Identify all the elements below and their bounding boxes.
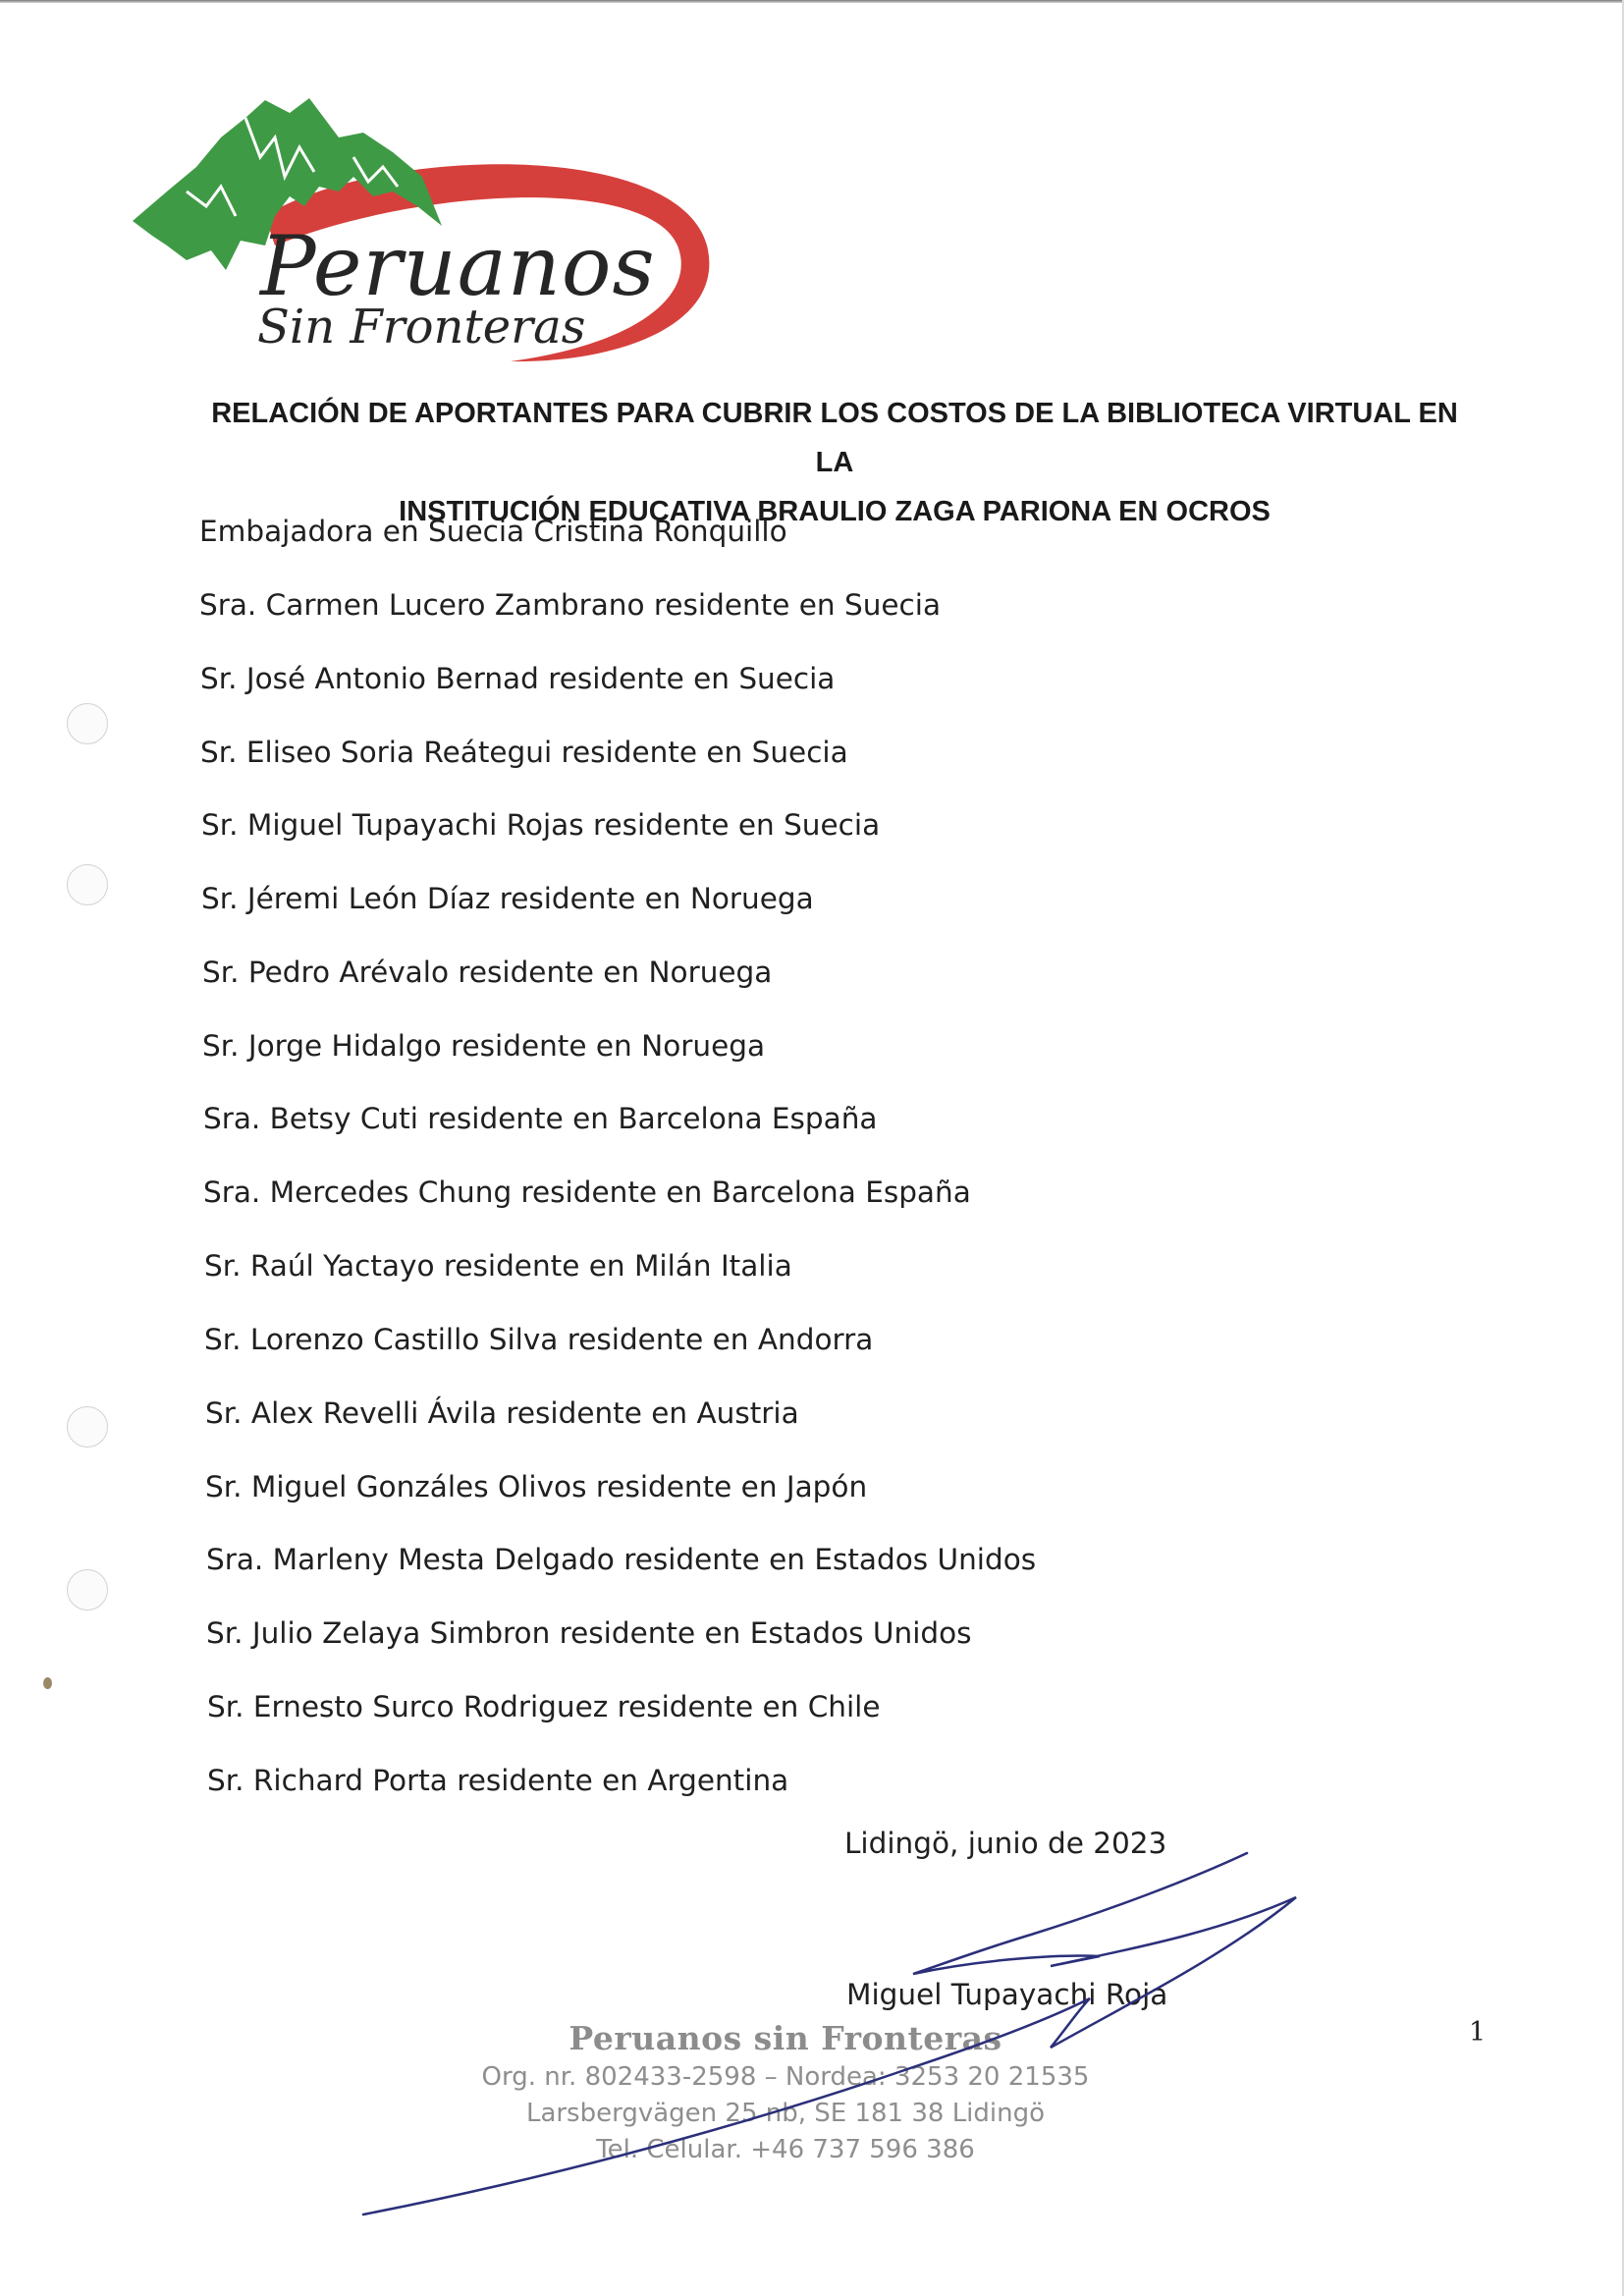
contributor-item: Sr. Jorge Hidalgo residente en Noruega <box>202 1029 766 1063</box>
contributor-item: Sr. Julio Zelaya Simbron residente en Estados Unidos <box>206 1616 972 1650</box>
heading-line-1: RELACIÓN DE APORTANTES PARA CUBRIR LOS COSTOS DE LA BIBLIOTECA VIRTUAL EN LA <box>211 398 1458 478</box>
footer-address: Larsbergvägen 25 nb, SE 181 38 Lidingö <box>525 2099 1046 2128</box>
punch-hole-3 <box>67 1406 108 1448</box>
scan-top-edge <box>0 0 1624 3</box>
contributor-item: Sra. Carmen Lucero Zambrano residente en Suecia <box>199 588 942 622</box>
contributor-item: Embajadora en Suecia Cristina Ronquillo <box>199 515 787 548</box>
contributor-item: Sr. Richard Porta residente en Argentina <box>207 1764 789 1797</box>
contributor-item: Sr. Lorenzo Castillo Silva residente en Andorra <box>204 1323 874 1356</box>
heading-line-2: INSTITUCIÓN EDUCATIVA BRAULIO ZAGA PARIONA EN OCROS <box>399 496 1271 527</box>
punch-hole-2 <box>67 864 108 905</box>
page-number: 1 <box>1469 2017 1487 2048</box>
contributor-item: Sr. Miguel Tupayachi Rojas residente en Suecia <box>201 808 881 842</box>
contributor-item: Sra. Marleny Mesta Delgado residente en Estados Unidos <box>206 1543 1037 1576</box>
contributor-item: Sr. Alex Revelli Ávila residente en Austria <box>205 1396 799 1430</box>
contributor-item: Sr. Ernesto Surco Rodriguez residente en Chile <box>207 1690 881 1723</box>
contributor-item: Sr. Eliseo Soria Reátegui residente en Suecia <box>200 736 848 769</box>
punch-hole-4 <box>67 1569 108 1611</box>
contributor-item: Sr. Raúl Yactayo residente en Milán Italia <box>204 1249 792 1283</box>
contributor-item: Sr. José Antonio Bernad residente en Suecia <box>200 662 836 695</box>
contributor-item: Sra. Mercedes Chung residente en Barcelona España <box>203 1175 971 1209</box>
footer-organization: Peruanos sin Fronteras <box>568 2019 1002 2057</box>
scan-speck <box>43 1677 52 1689</box>
logo-subtitle: Sin Fronteras <box>257 300 586 355</box>
contributor-item: Sr. Jéremi León Díaz residente en Noruega <box>201 882 814 915</box>
logo-title: Peruanos <box>260 218 656 314</box>
footer-phone: Tel. Celular. +46 737 596 386 <box>596 2135 975 2164</box>
punch-hole-1 <box>67 703 108 744</box>
contributor-item: Sr. Miguel Gonzáles Olivos residente en Japón <box>205 1470 868 1503</box>
footer-org-number: Org. nr. 802433-2598 – Nordea: 3253 20 21535 <box>481 2062 1090 2092</box>
contributor-item: Sr. Pedro Arévalo residente en Noruega <box>202 956 773 989</box>
contributor-item: Sra. Betsy Cuti residente en Barcelona España <box>203 1102 878 1135</box>
place-date: Lidingö, junio de 2023 <box>844 1827 1167 1860</box>
signer-name: Miguel Tupayachi Roja <box>846 1978 1168 2011</box>
